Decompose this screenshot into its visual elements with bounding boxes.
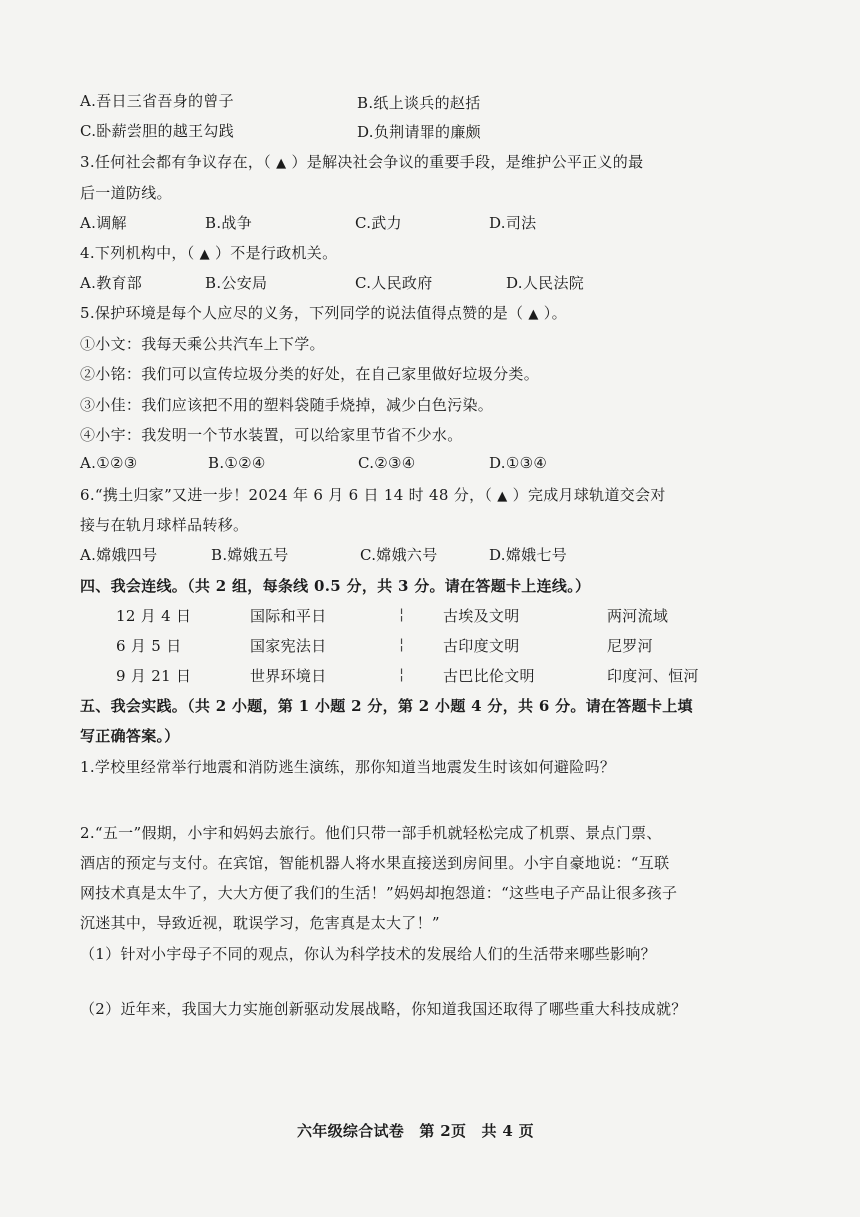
q6-stem-line1 (80, 484, 666, 505)
section-5-title-line1: 五、我会实践。（共 2 小题，第 1 小题 2 分，第 2 小题 4 分，共 6 分。请在答题卡上填 (80, 697, 693, 715)
match-day: 世界环境日 (250, 667, 327, 685)
q4-option-b: B.公安局 (205, 274, 268, 292)
q5-option-d: D.①③④ (489, 454, 548, 472)
section-4-title: 四、我会连线。（共 2 组，每条线 0.5 分，共 3 分。请在答题卡上连线。） (80, 577, 591, 595)
match-day: 国际和平日 (250, 607, 327, 625)
q5-stem-post: ）。 (538, 304, 567, 322)
q5-option-a: A.①②③ (80, 454, 138, 472)
q2-option-c: C.卧薪尝胆的越王勾践 (80, 122, 235, 140)
match-date: 9 月 21 日 (116, 667, 192, 685)
q6-stem-post: ）完成月球轨道交会对 (507, 486, 666, 504)
q6-option-d: D.嫦娥七号 (489, 546, 568, 564)
section-5-question-1: 1.学校里经常举行地震和消防逃生演练，那你知道当地震发生时该如何避险吗？ (80, 758, 616, 776)
q5-statement-1: ①小文：我每天乘公共汽车上下学。 (80, 335, 325, 353)
answer-triangle-icon: ▲ (276, 156, 287, 171)
q6-option-a: A.嫦娥四号 (80, 546, 158, 564)
match-date: 12 月 4 日 (116, 607, 192, 625)
q2-option-a: A.吾日三省吾身的曾子 (80, 92, 234, 110)
q5-option-b: B.①②④ (208, 454, 266, 472)
match-day: 国家宪法日 (250, 637, 327, 655)
section-5-q2-para-line1: 2.“五一”假期，小宇和妈妈去旅行。他们只带一部手机就轻松完成了机票、景点门票、 (80, 824, 662, 842)
q4-stem-post: ）不是行政机关。 (209, 244, 338, 262)
q5-stem-pre: 5.保护环境是每个人应尽的义务，下列同学的说法值得点赞的是（ (80, 304, 529, 322)
match-civilization: 古巴比伦文明 (443, 667, 535, 685)
q5-option-c: C.②③④ (358, 454, 416, 472)
q3-option-d: D.司法 (489, 214, 537, 232)
q4-stem-pre: 4.下列机构中，（ (80, 244, 200, 262)
answer-triangle-icon: ▲ (199, 247, 210, 262)
q4-option-d: D.人民法院 (506, 274, 585, 292)
match-date: 6 月 5 日 (116, 637, 182, 655)
q3-option-a: A.调解 (80, 214, 127, 232)
section-5-title-line2: 写正确答案。） (80, 727, 180, 745)
section-5-q2-sub2: （2）近年来，我国大力实施创新驱动发展战略，你知道我国还取得了哪些重大科技成就？ (80, 1000, 687, 1018)
section-5-q2-para-line2: 酒店的预定与支付。在宾馆，智能机器人将水果直接送到房间里。小宇自豪地说：“互联 (80, 854, 670, 872)
section-5-q2-para-line4: 沉迷其中，导致近视，耽误学习，危害真是太大了！” (80, 914, 440, 932)
match-separator: ¦ (399, 665, 405, 683)
q3-stem-line2: 后一道防线。 (80, 184, 172, 202)
q5-stem (80, 302, 567, 323)
match-river: 两河流域 (607, 607, 669, 625)
q2-option-d: D.负荆请罪的廉颇 (357, 123, 481, 141)
q4-option-a: A.教育部 (80, 274, 143, 292)
q6-stem-pre: 6.“携土归家”又进一步！2024 年 6 月 6 日 14 时 48 分，（ (80, 486, 498, 504)
q6-option-c: C.嫦娥六号 (360, 546, 438, 564)
q2-option-b: B.纸上谈兵的赵括 (357, 94, 481, 112)
q3-stem-line1 (80, 151, 643, 172)
match-civilization: 古埃及文明 (443, 607, 520, 625)
q5-statement-3: ③小佳：我们应该把不用的塑料袋随手烧掉，减少白色污染。 (80, 396, 494, 414)
q4-option-c: C.人民政府 (355, 274, 433, 292)
q3-stem-post: ）是解决社会争议的重要手段，是维护公平正义的最 (286, 153, 644, 171)
answer-triangle-icon: ▲ (528, 307, 539, 322)
q3-stem-pre: 3.任何社会都有争议存在，（ (80, 153, 277, 171)
section-5-q2-para-line3: 网技术真是太牛了，大大方便了我们的生活！”妈妈却抱怨道：“这些电子产品让很多孩子 (80, 884, 678, 902)
q6-option-b: B.嫦娥五号 (211, 546, 289, 564)
q5-statement-2: ②小铭：我们可以宣传垃圾分类的好处，在自己家里做好垃圾分类。 (80, 365, 540, 383)
match-separator: ¦ (399, 605, 405, 623)
section-5-q2-sub1: （1）针对小宇母子不同的观点，你认为科学技术的发展给人们的生活带来哪些影响？ (80, 945, 656, 963)
match-river: 尼罗河 (607, 637, 653, 655)
q5-statement-4: ④小宇：我发明一个节水装置，可以给家里节省不少水。 (80, 426, 463, 444)
match-civilization: 古印度文明 (443, 637, 520, 655)
q3-option-c: C.武力 (355, 214, 402, 232)
q6-stem-line2: 接与在轨月球样品转移。 (80, 516, 249, 534)
match-river: 印度河、恒河 (607, 667, 699, 685)
q4-stem (80, 242, 337, 263)
answer-triangle-icon: ▲ (497, 489, 508, 504)
q3-option-b: B.战争 (205, 214, 252, 232)
page-footer: 六年级综合试卷 第 2页 共 4 页 (297, 1122, 534, 1140)
match-separator: ¦ (399, 635, 405, 653)
